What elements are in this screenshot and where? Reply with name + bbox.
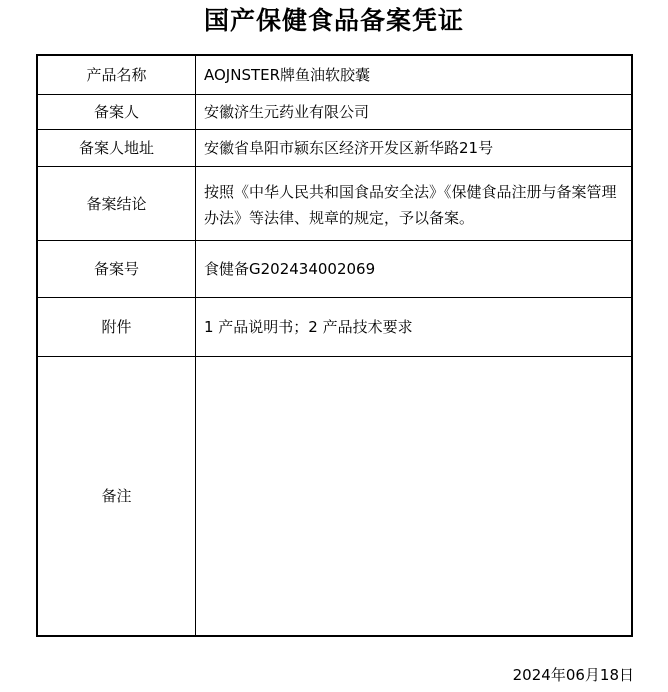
value-attachments: 1 产品说明书；2 产品技术要求	[196, 298, 633, 357]
label-filing-number: 备案号	[37, 241, 196, 298]
table-row-remarks	[37, 357, 632, 637]
value-filer-address: 安徽省阜阳市颍东区经济开发区新华路21号	[196, 130, 633, 167]
conclusion-text: 按照《中华人民共和国食品安全法》《保健食品注册与备案管理办法》等法律、规章的规定，予以备案。	[204, 182, 617, 227]
table-row-filer	[37, 95, 632, 130]
value-filing-number: 食健备G202434002069	[196, 241, 633, 298]
value-remarks	[196, 357, 633, 637]
table-row-attachments	[37, 298, 632, 357]
table-row-product-name	[37, 55, 632, 95]
table-row-filer-address	[37, 130, 632, 167]
certificate-table	[36, 54, 633, 637]
label-conclusion: 备案结论	[37, 167, 196, 241]
table-row-filing-number	[37, 241, 632, 298]
value-conclusion	[196, 167, 633, 241]
label-filer: 备案人	[37, 95, 196, 130]
certificate-title: 国产保健食品备案凭证	[203, 6, 464, 35]
label-filer-address: 备案人地址	[37, 130, 196, 167]
value-filer: 安徽济生元药业有限公司	[196, 95, 633, 130]
label-attachments: 附件	[37, 298, 196, 357]
issue-date: 2024年06月18日	[512, 666, 634, 684]
table-row-conclusion	[37, 167, 632, 241]
value-product-name: AOJNSTER牌鱼油软胶囊	[196, 55, 633, 95]
label-remarks: 备注	[37, 357, 196, 637]
label-product-name: 产品名称	[37, 55, 196, 95]
